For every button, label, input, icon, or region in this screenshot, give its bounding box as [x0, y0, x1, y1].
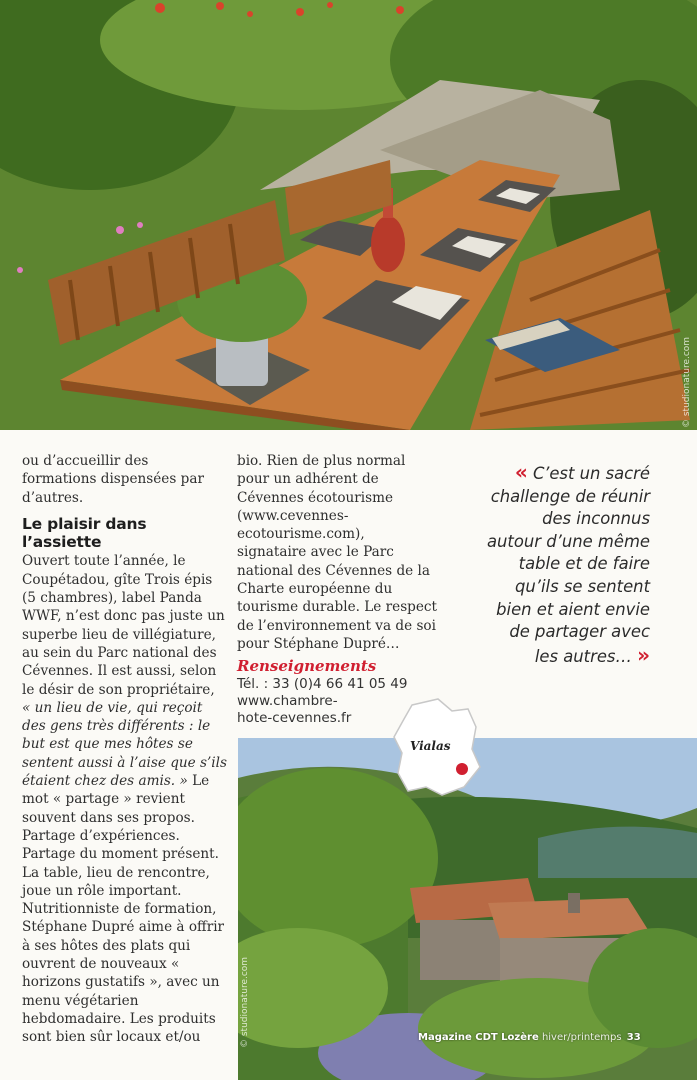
garden-terrace-illustration	[0, 0, 697, 430]
info-title: Renseignements	[237, 657, 377, 676]
quote-line: challenge de réunir	[490, 486, 650, 506]
body-text: Ouvert toute l’année, le Coupétadou, gîte Trois épis (5 chambres), label Panda WWF, n’est donc pas juste un superbe lieu de villégiature, au sein du Parc national des Cévennes. Il est aussi, selon le désir de son propriétaire,	[22, 553, 225, 698]
quote-line: bien et aient envie	[496, 599, 650, 619]
section-title: Le plaisir dans l’assiette	[22, 514, 147, 552]
quote-line: table et de faire	[518, 554, 650, 574]
location-marker-icon	[456, 763, 468, 775]
lozere-map-inset	[392, 697, 482, 799]
body-text-continued: Le mot « partage » revient souvent dans ses propos. Partage d’expériences. Partage du moment présent. La table, lieu de rencontre, joue un rôle important. Nutritionniste de formation, Stéphane Dupré aime à offrir à ses hôtes des plats qui ouvrent de nouveaux « horizons gustatifs », avec un menu végétarien hebdomadaire. Les produits sont bien sûr locaux et/ou	[22, 773, 225, 1046]
page-footer	[418, 1032, 641, 1043]
article-column-1	[22, 452, 227, 1047]
quote-line: qu’ils se sentent	[514, 576, 650, 596]
map-location-label: Vialas	[410, 739, 451, 753]
quote-line: les autres… »	[534, 642, 650, 667]
website-link[interactable]: www.chambre-	[237, 692, 338, 709]
quote-line: des inconnus	[542, 509, 650, 529]
intro-paragraph: ou d’accueillir des formations dispensées par d’autres.	[22, 453, 204, 506]
quote-line: « C’est un sacré	[514, 460, 650, 484]
owner-quote: « un lieu de vie, qui reçoit des gens très différents : le but est que mes hôtes se sentent aussi à l’aise que s’ils étaient chez des amis. »	[22, 699, 227, 790]
quote-line: de partager avec	[509, 622, 650, 642]
quote-line: autour d’une même	[486, 531, 650, 551]
website-link-continued[interactable]: hote-cevennes.fr	[237, 709, 352, 726]
page-number: 33	[626, 1032, 641, 1043]
garden-terrace-photo	[0, 0, 697, 430]
magazine-name: Magazine CDT Lozère	[418, 1032, 539, 1043]
photo-credit: © studionature.com	[240, 956, 250, 1048]
photo-credit: © studionature.com	[682, 336, 692, 428]
close-quote-icon: »	[637, 642, 650, 667]
issue-label: hiver/printemps	[541, 1032, 622, 1043]
phone-number: Tél. : 33 (0)4 66 41 05 49	[237, 675, 408, 692]
article-column-2	[237, 452, 437, 727]
pull-quote	[462, 461, 650, 668]
open-quote-icon: «	[514, 460, 528, 484]
body-paragraph: bio. Rien de plus normal pour un adhérent de Cévennes écotourisme (www.cevennes-ecotourisme.com), signataire avec le Parc national des Cévennes de la Charte européenne du tourisme durable. Le respect de l’environnement va de soi pour Stéphane Dupré…	[237, 453, 438, 652]
body-paragraph	[22, 552, 227, 1046]
